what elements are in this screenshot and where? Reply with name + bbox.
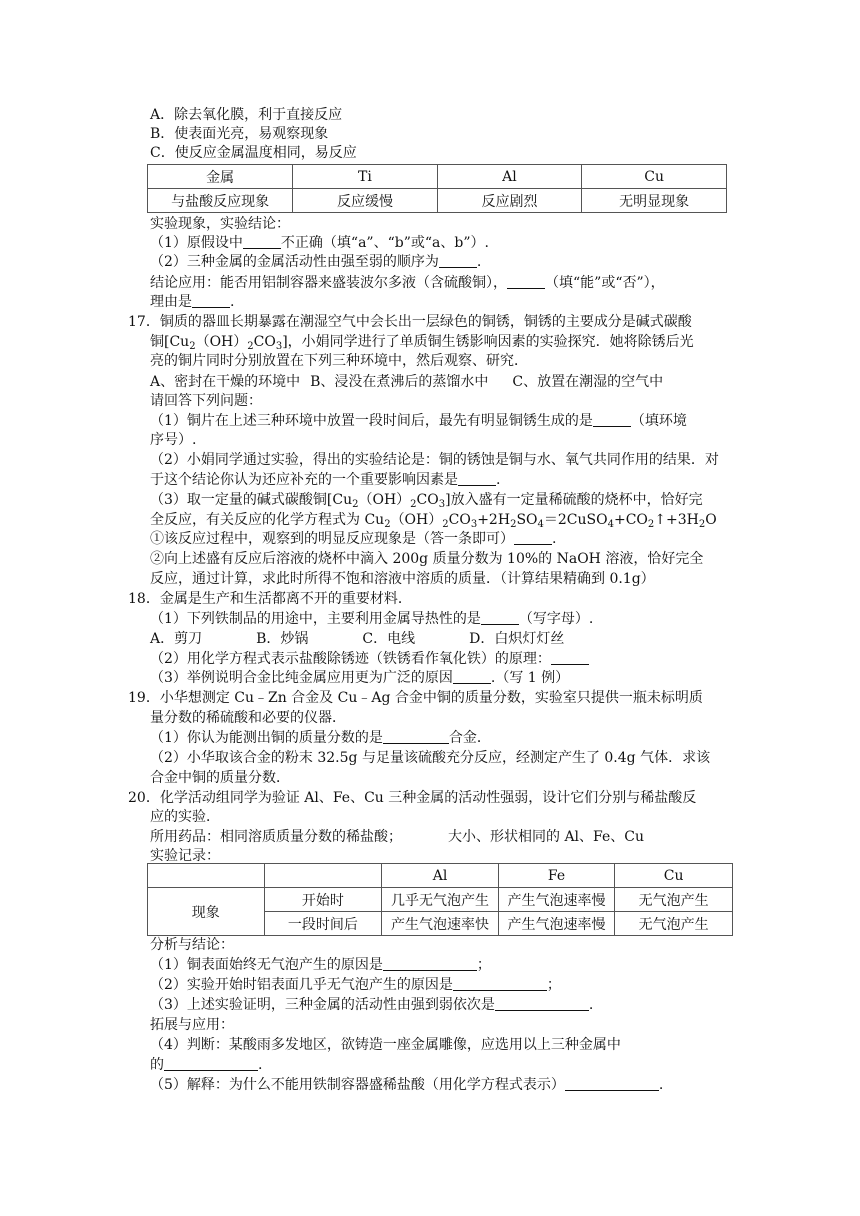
q17-line: 序号）. (150, 432, 197, 448)
answer-blank[interactable] (243, 234, 281, 249)
q16-line: 结论应用：能否用铝制容器来盛装波尔多液（含硫酸铜）， （填“能”或“否”）， (150, 275, 665, 291)
q17-line: A、密封在干燥的环境中 B、浸没在煮沸后的蒸馏水中 C、放置在潮湿的空气中 (150, 374, 664, 390)
table-header-cell: Ti (293, 165, 438, 189)
table-cell: 产生气泡速率慢 (498, 888, 615, 912)
answer-blank[interactable] (495, 996, 589, 1011)
q19-line: （1）你认为能测出铜的质量分数的是 合金． (150, 730, 491, 746)
answer-blank[interactable] (383, 729, 449, 744)
answer-blank[interactable] (481, 610, 519, 625)
q17-line: 铜$[Cu_2(OH)_2CO_3]$，小娟同学进行了单质铜生锈影响因素的实验探究．她将除锈后光 (150, 334, 694, 352)
q19-line: 19．小华想测定 Cu﹣Zn 合金及 Cu﹣Ag 合金中铜的质量分数，实验室只提供一瓶未标明质 (128, 690, 703, 706)
table-cell: 无明显现象 (582, 189, 727, 213)
table-cell: 一段时间后 (264, 912, 382, 936)
table-header-cell: Al (382, 864, 499, 888)
table-cell: 开始时 (264, 888, 382, 912)
table-header-cell: Cu (615, 864, 733, 888)
option-a: A．除去氧化膜，利于直接反应 (150, 107, 343, 123)
table-header-cell (148, 864, 265, 888)
table-header-cell: Fe (498, 864, 615, 888)
table-cell: 与盐酸反应现象 (148, 189, 293, 213)
table-cell: 几乎无气泡产生 (382, 888, 499, 912)
q18-line: （1）下列铁制品的用途中，主要利用金属导热性的是 （写字母）. (150, 611, 594, 627)
table-row (148, 165, 727, 189)
q20-line: 分析与结论： (150, 937, 234, 953)
table-cell: 反应剧烈 (437, 189, 582, 213)
q17-line: 反应，通过计算，求此时所得不饱和溶液中溶质的质量．（计算结果精确到 0.1g） (150, 571, 655, 587)
answer-blank[interactable] (551, 650, 589, 665)
q20-line: 20．化学活动组同学为验证 Al、Fe、Cu 三种金属的活动性强弱，设计它们分别与稀盐酸反 (128, 790, 697, 806)
table-row (148, 864, 733, 888)
q20-line: 的 . (150, 1057, 263, 1073)
answer-blank[interactable] (514, 530, 552, 545)
q16-line: 实验现象，实验结论： (150, 216, 290, 232)
metal-reaction-table (147, 164, 727, 213)
q16-line: 理由是 . (150, 294, 235, 310)
answer-blank[interactable] (507, 274, 545, 289)
q16-line: （2）三种金属的金属活动性由强至弱的顺序为 . (150, 254, 482, 270)
table-row (148, 189, 727, 213)
q18-line: 18．金属是生产和生活都离不开的重要材料． (128, 591, 412, 607)
table-row-label: 现象 (148, 888, 265, 936)
q20-line: （1）铜表面始终无气泡产生的原因是 ； (150, 957, 491, 973)
q20-line: （4）判断：某酸雨多发地区，欲铸造一座金属雕像，应选用以上三种金属中 (150, 1037, 621, 1053)
q17-line: ①该反应过程中，观察到的明显反应现象是（答一条即可） . (150, 531, 557, 547)
answer-blank[interactable] (192, 293, 230, 308)
q20-line: 实验记录： (150, 848, 220, 864)
q20-line: 所用药品：相同溶质质量分数的稀盐酸； 大小、形状相同的 Al、Fe、Cu (150, 829, 644, 845)
table-cell: 反应缓慢 (293, 189, 438, 213)
answer-blank[interactable] (453, 976, 547, 991)
table-cell: 产生气泡速率快 (382, 912, 499, 936)
q20-line: （5）解释：为什么不能用铁制容器盛稀盐酸（用化学方程式表示） . (150, 1077, 664, 1093)
q18-line: （3）举例说明合金比纯金属应用更为广泛的原因 .（写 1 例） (150, 670, 570, 686)
q18-line: （2）用化学方程式表示盐酸除锈迹（铁锈看作氧化铁）的原理： (150, 650, 589, 669)
q17-line: 请回答下列问题： (150, 393, 262, 409)
q19-line: （2）小华取该合金的粉末 32.5g 与足量该硫酸充分反应，经测定产生了 0.4g 气体．求该 (150, 750, 711, 766)
table-header-cell: Al (437, 165, 582, 189)
q16-line: （1）原假设中 不正确（填“a”、“b”或“a、b”）. (150, 235, 489, 251)
table-cell: 产生气泡速率慢 (498, 912, 615, 936)
answer-blank[interactable] (453, 669, 491, 684)
experiment-record-table (147, 863, 733, 936)
q18-choices: A．剪刀 B．炒锅 C．电线 D．白炽灯灯丝 (150, 631, 565, 647)
q17-line: 亮的铜片同时分别放置在下列三种环境中，然后观察、研究． (150, 353, 528, 369)
answer-blank[interactable] (383, 956, 477, 971)
answer-blank[interactable] (593, 412, 631, 427)
table-cell: 无气泡产生 (615, 888, 733, 912)
q17-line: 于这个结论你认为还应补充的一个重要影响因素是 . (150, 472, 501, 488)
q17-line: 17．铜质的器皿长期暴露在潮湿空气中会长出一层绿色的铜锈，铜锈的主要成分是碱式碳酸 (128, 314, 692, 330)
table-row (148, 888, 733, 912)
answer-blank[interactable] (439, 253, 477, 268)
answer-blank[interactable] (565, 1076, 659, 1091)
q17-line: ②向上述盛有反应后溶液的烧杯中滴入 200g 质量分数为 10%的 NaOH 溶液，恰好完全 (150, 551, 704, 567)
table-cell: 无气泡产生 (615, 912, 733, 936)
answer-blank[interactable] (164, 1056, 258, 1071)
q20-line: （2）实验开始时铝表面几乎无气泡产生的原因是 ； (150, 977, 561, 993)
q19-line: 量分数的稀硫酸和必要的仪器． (150, 710, 346, 726)
q20-line: （3）上述实验证明，三种金属的活动性由强到弱依次是 . (150, 997, 594, 1013)
q20-line: 应的实验． (150, 809, 220, 825)
q17-line: （1）铜片在上述三种环境中放置一段时间后，最先有明显铜锈生成的是 （填环境 (150, 413, 687, 429)
table-header-cell: Cu (582, 165, 727, 189)
q17-equation-line: 全反应，有关反应的化学方程式为 $Cu_2(OH)_2CO_3+2H_2SO_4=2CuSO_4+CO_2↑+3H_2O$ (150, 512, 717, 530)
option-c: C．使反应金属温度相同，易反应 (150, 145, 357, 161)
answer-blank[interactable] (458, 471, 496, 486)
option-b: B．使表面光亮，易观察现象 (150, 126, 329, 142)
q17-line: （2）小娟同学通过实验，得出的实验结论是：铜的锈蚀是铜与水、氧气共同作用的结果．对 (150, 452, 719, 468)
q20-line: 拓展与应用： (150, 1017, 234, 1033)
table-header-cell (264, 864, 382, 888)
q19-line: 合金中铜的质量分数． (150, 770, 290, 786)
q17-line: （3）取一定量的碱式碳酸铜$[Cu_2(OH)_2CO_3]$放入盛有一定量稀硫酸的烧杯中，恰好完 (150, 492, 703, 510)
table-header-cell: 金属 (148, 165, 293, 189)
